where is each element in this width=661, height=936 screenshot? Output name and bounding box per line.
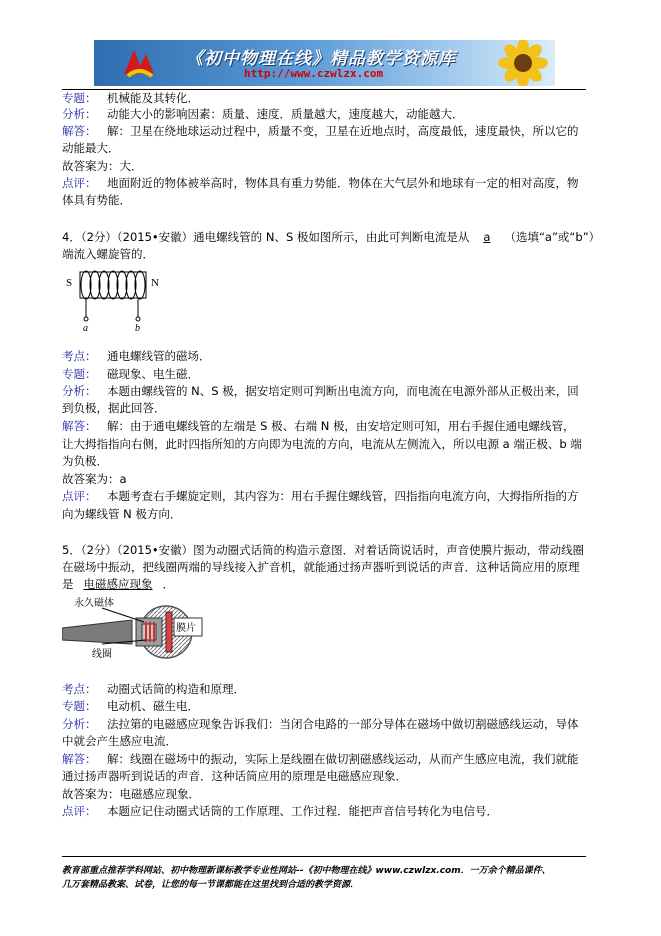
prev-answer: 故答案为：大． (62, 159, 143, 173)
q4-solution: 解答： 解：由于通电螺线管的左端是 S 极、右端 N 极，由安培定则可知，用右手握住通电螺线管， (62, 419, 575, 433)
q4-blank: a (483, 230, 491, 244)
q4-analysis: 分析： 本题由螺线管的 N、S 极，据安培定则可判断出电流方向，而电流在电源外部从正极出来，回 (62, 384, 579, 398)
q5-answer: 故答案为：电磁感应现象． (62, 787, 200, 801)
q5-stem-cont2: 是 电磁感应现象 ． (62, 577, 174, 591)
q5-topic: 专题： 电动机、磁生电． (62, 699, 199, 713)
label-a: a (83, 323, 88, 332)
q5-stem-cont1: 在磁场中振动，把线圈两端的导线接入扩音机，就能通过扬声器听到说话的声音．这种话筒应用的原理 (62, 560, 580, 574)
q5-kaodian: 考点： 动圈式话筒的构造和原理． (62, 682, 245, 696)
prev-topic: 专题： 机械能及其转化． (62, 91, 199, 105)
label-s: S (66, 277, 73, 289)
sunflower-icon (483, 40, 549, 86)
q5-blank: 电磁感应现象 (83, 577, 153, 591)
prev-solution-cont: 动能最大． (62, 141, 120, 155)
prev-analysis: 分析： 动能大小的影响因素：质量、速度．质量越大，速度越大，动能越大． (62, 107, 464, 121)
label-magnet: 永久磁体 (74, 598, 114, 609)
q4-stem: 4．（2分）（2015•安徽）通电螺线管的 N、S 极如图所示，由此可判断电流是从 a （选填“a”或“b”） (62, 230, 601, 244)
q4-topic: 专题： 磁现象、电生磁． (62, 367, 199, 381)
q4-kaodian: 考点： 通电螺线管的磁场． (62, 349, 211, 363)
footer-line-2: 几万套精品教案、试卷，让您的每一节课都能在这里找到合适的教学资源． (62, 880, 360, 890)
site-url[interactable]: http://www.czwlzx.com (244, 67, 384, 80)
q5-solution: 解答： 解：线圈在磁场中的振动，实际上是线圈在做切割磁感线运动，从而产生感应电流，我们就能 (62, 752, 579, 766)
label-coil: 线圈 (92, 649, 112, 660)
site-logo-icon (120, 44, 158, 82)
q5-stem: 5．（2分）（2015•安徽）图为动圈式话筒的构造示意图．对着话筒说话时，声音使膜片振动，带动线圈 (62, 543, 585, 557)
microphone-figure (62, 594, 222, 666)
q5-solution-cont: 通过扬声器听到说话的声音．这种话筒应用的原理是电磁感应现象． (62, 769, 407, 783)
site-title: 《初中物理在线》精品教学资源库 (186, 49, 456, 69)
q5-analysis-cont: 中就会产生感应电流． (62, 734, 177, 748)
label-membrane: 膜片 (176, 623, 196, 634)
prev-comment: 点评： 地面附近的物体被举高时，物体具有重力势能．物体在大气层外和地球有一定的相对高度，物 (62, 176, 579, 190)
q4-answer: 故答案为：a (62, 472, 127, 486)
q4-comment: 点评： 本题考查右手螺旋定则，其内容为：用右手握住螺线管，四指指向电流方向，大拇指所指的方 (62, 489, 579, 503)
header-banner (94, 40, 555, 86)
q4-comment-cont: 向为螺线管 N 极方向． (62, 507, 182, 521)
q4-stem-cont: 端流入螺旋管的． (62, 247, 154, 261)
footer-rule (62, 856, 586, 857)
prev-solution: 解答： 解：卫星在绕地球运动过程中，质量不变，卫星在近地点时，高度最低，速度最快，所以它的 (62, 124, 579, 138)
footer-line-1: 教育部重点推荐学科网站、初中物理新课标教学专业性网站--《初中物理在线》www.czwlzx.com．一万余个精品课件、 (62, 866, 551, 876)
label-b: b (135, 323, 140, 332)
q5-analysis: 分析： 法拉第的电磁感应现象告诉我们：当闭合电路的一部分导体在磁场中做切割磁感线运动，导体 (62, 717, 579, 731)
q4-analysis-cont: 到负极，据此回答． (62, 401, 166, 415)
prev-comment-cont: 体具有势能． (62, 193, 131, 207)
q4-solution-cont2: 为负极． (62, 454, 108, 468)
q5-comment: 点评： 本题应记住动圈式话筒的工作原理、工作过程．能把声音信号转化为电信号． (62, 804, 498, 818)
solenoid-figure (62, 266, 162, 332)
label-n: N (151, 277, 159, 289)
q4-solution-cont1: 让大拇指指向右侧，此时四指所知的方向即为电流的方向，电流从左侧流入，所以电源 a 端正极、b 端 (62, 437, 582, 451)
